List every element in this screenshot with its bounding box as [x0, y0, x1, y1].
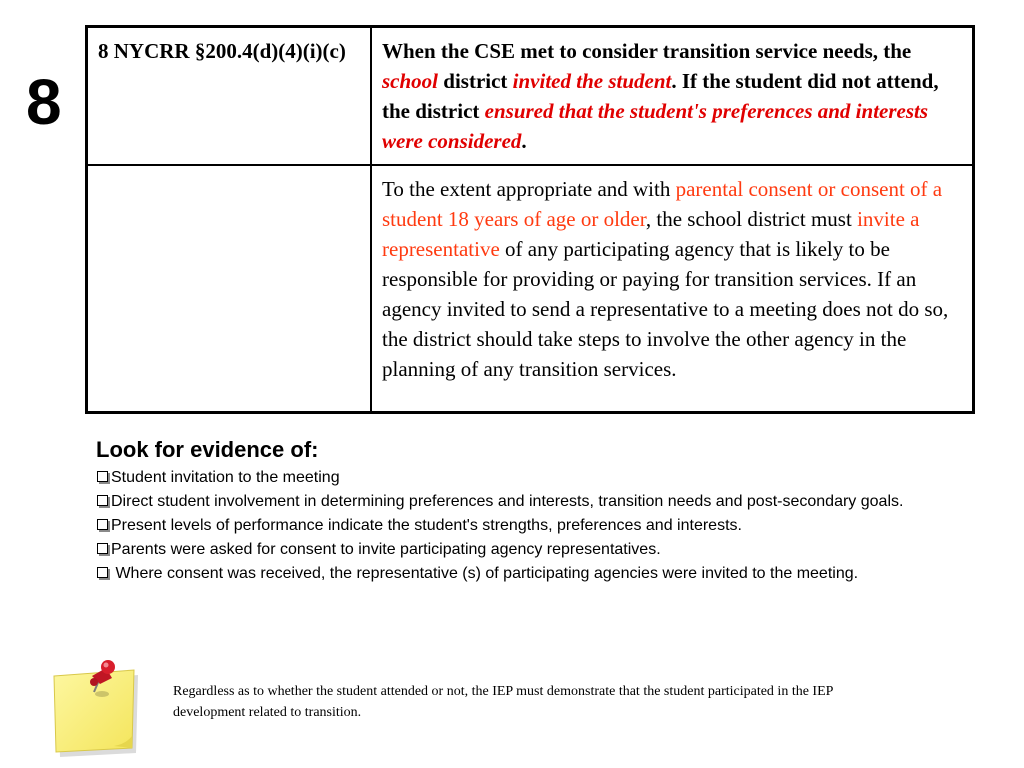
emphasis-consent: parental consent or consent of a student 18 years of age or older: [382, 177, 943, 231]
list-item-text: Student invitation to the meeting: [111, 469, 340, 486]
table-row: [87, 165, 974, 413]
requirement-text: , the school district must: [645, 207, 858, 231]
requirement-text: of any participating agency that is likely to be responsible for providing or paying for transition services. If an agency invited to send a representative to a meeting does not do so, the district should take steps to involve the other agency in the planning of any transition services.: [382, 237, 949, 381]
list-item: [96, 538, 976, 562]
list-item-text: Where consent was received, the representative (s) of participating agencies were invited to the meeting.: [111, 565, 859, 582]
requirement-cell: [371, 27, 974, 166]
table-row: [87, 27, 974, 166]
requirement-text: district: [438, 69, 513, 93]
requirement-text: . If the student did not attend, the district: [382, 69, 939, 123]
sticky-note-icon: [44, 658, 144, 758]
list-item: [96, 562, 976, 586]
emphasis-invite-representative: invite a representative: [382, 207, 920, 261]
checkbox-bullet-icon: [97, 519, 108, 530]
regulation-table: [85, 25, 975, 414]
evidence-list: [96, 466, 976, 586]
list-item: [96, 490, 976, 514]
requirement-text: .: [521, 129, 527, 153]
requirement-text: To the extent appropriate and with: [382, 177, 676, 201]
footnote: Regardless as to whether the student attended or not, the IEP must demonstrate that the student participated in the IEP development related to transition.: [173, 684, 833, 720]
list-item-text: Direct student involvement in determining preferences and interests, transition needs and post-secondary goals.: [111, 493, 904, 510]
slide-number: 8: [26, 66, 62, 138]
list-item: [96, 466, 976, 490]
emphasis-preferences-considered: ensured that the student's preferences and interests were considered: [382, 99, 929, 153]
evidence-title: Look for evidence of:: [96, 437, 319, 462]
checkbox-bullet-icon: [97, 567, 108, 578]
checkbox-bullet-icon: [97, 543, 108, 554]
citation-cell: [87, 165, 372, 413]
checkbox-bullet-icon: [97, 495, 108, 506]
requirement-text: When the CSE met to consider transition service needs, the: [382, 39, 912, 63]
checkbox-bullet-icon: [97, 471, 108, 482]
emphasis-school: school: [382, 69, 439, 93]
evidence-section: [96, 436, 976, 586]
emphasis-invited-student: invited the student: [512, 69, 672, 93]
citation-cell: 8 NYCRR §200.4(d)(4)(i)(c): [87, 27, 372, 166]
list-item-text: Present levels of performance indicate the student's strengths, preferences and interests.: [111, 517, 742, 534]
list-item-text: Parents were asked for consent to invite participating agency representatives.: [111, 541, 661, 558]
list-item: [96, 514, 976, 538]
requirement-cell: [371, 165, 974, 413]
